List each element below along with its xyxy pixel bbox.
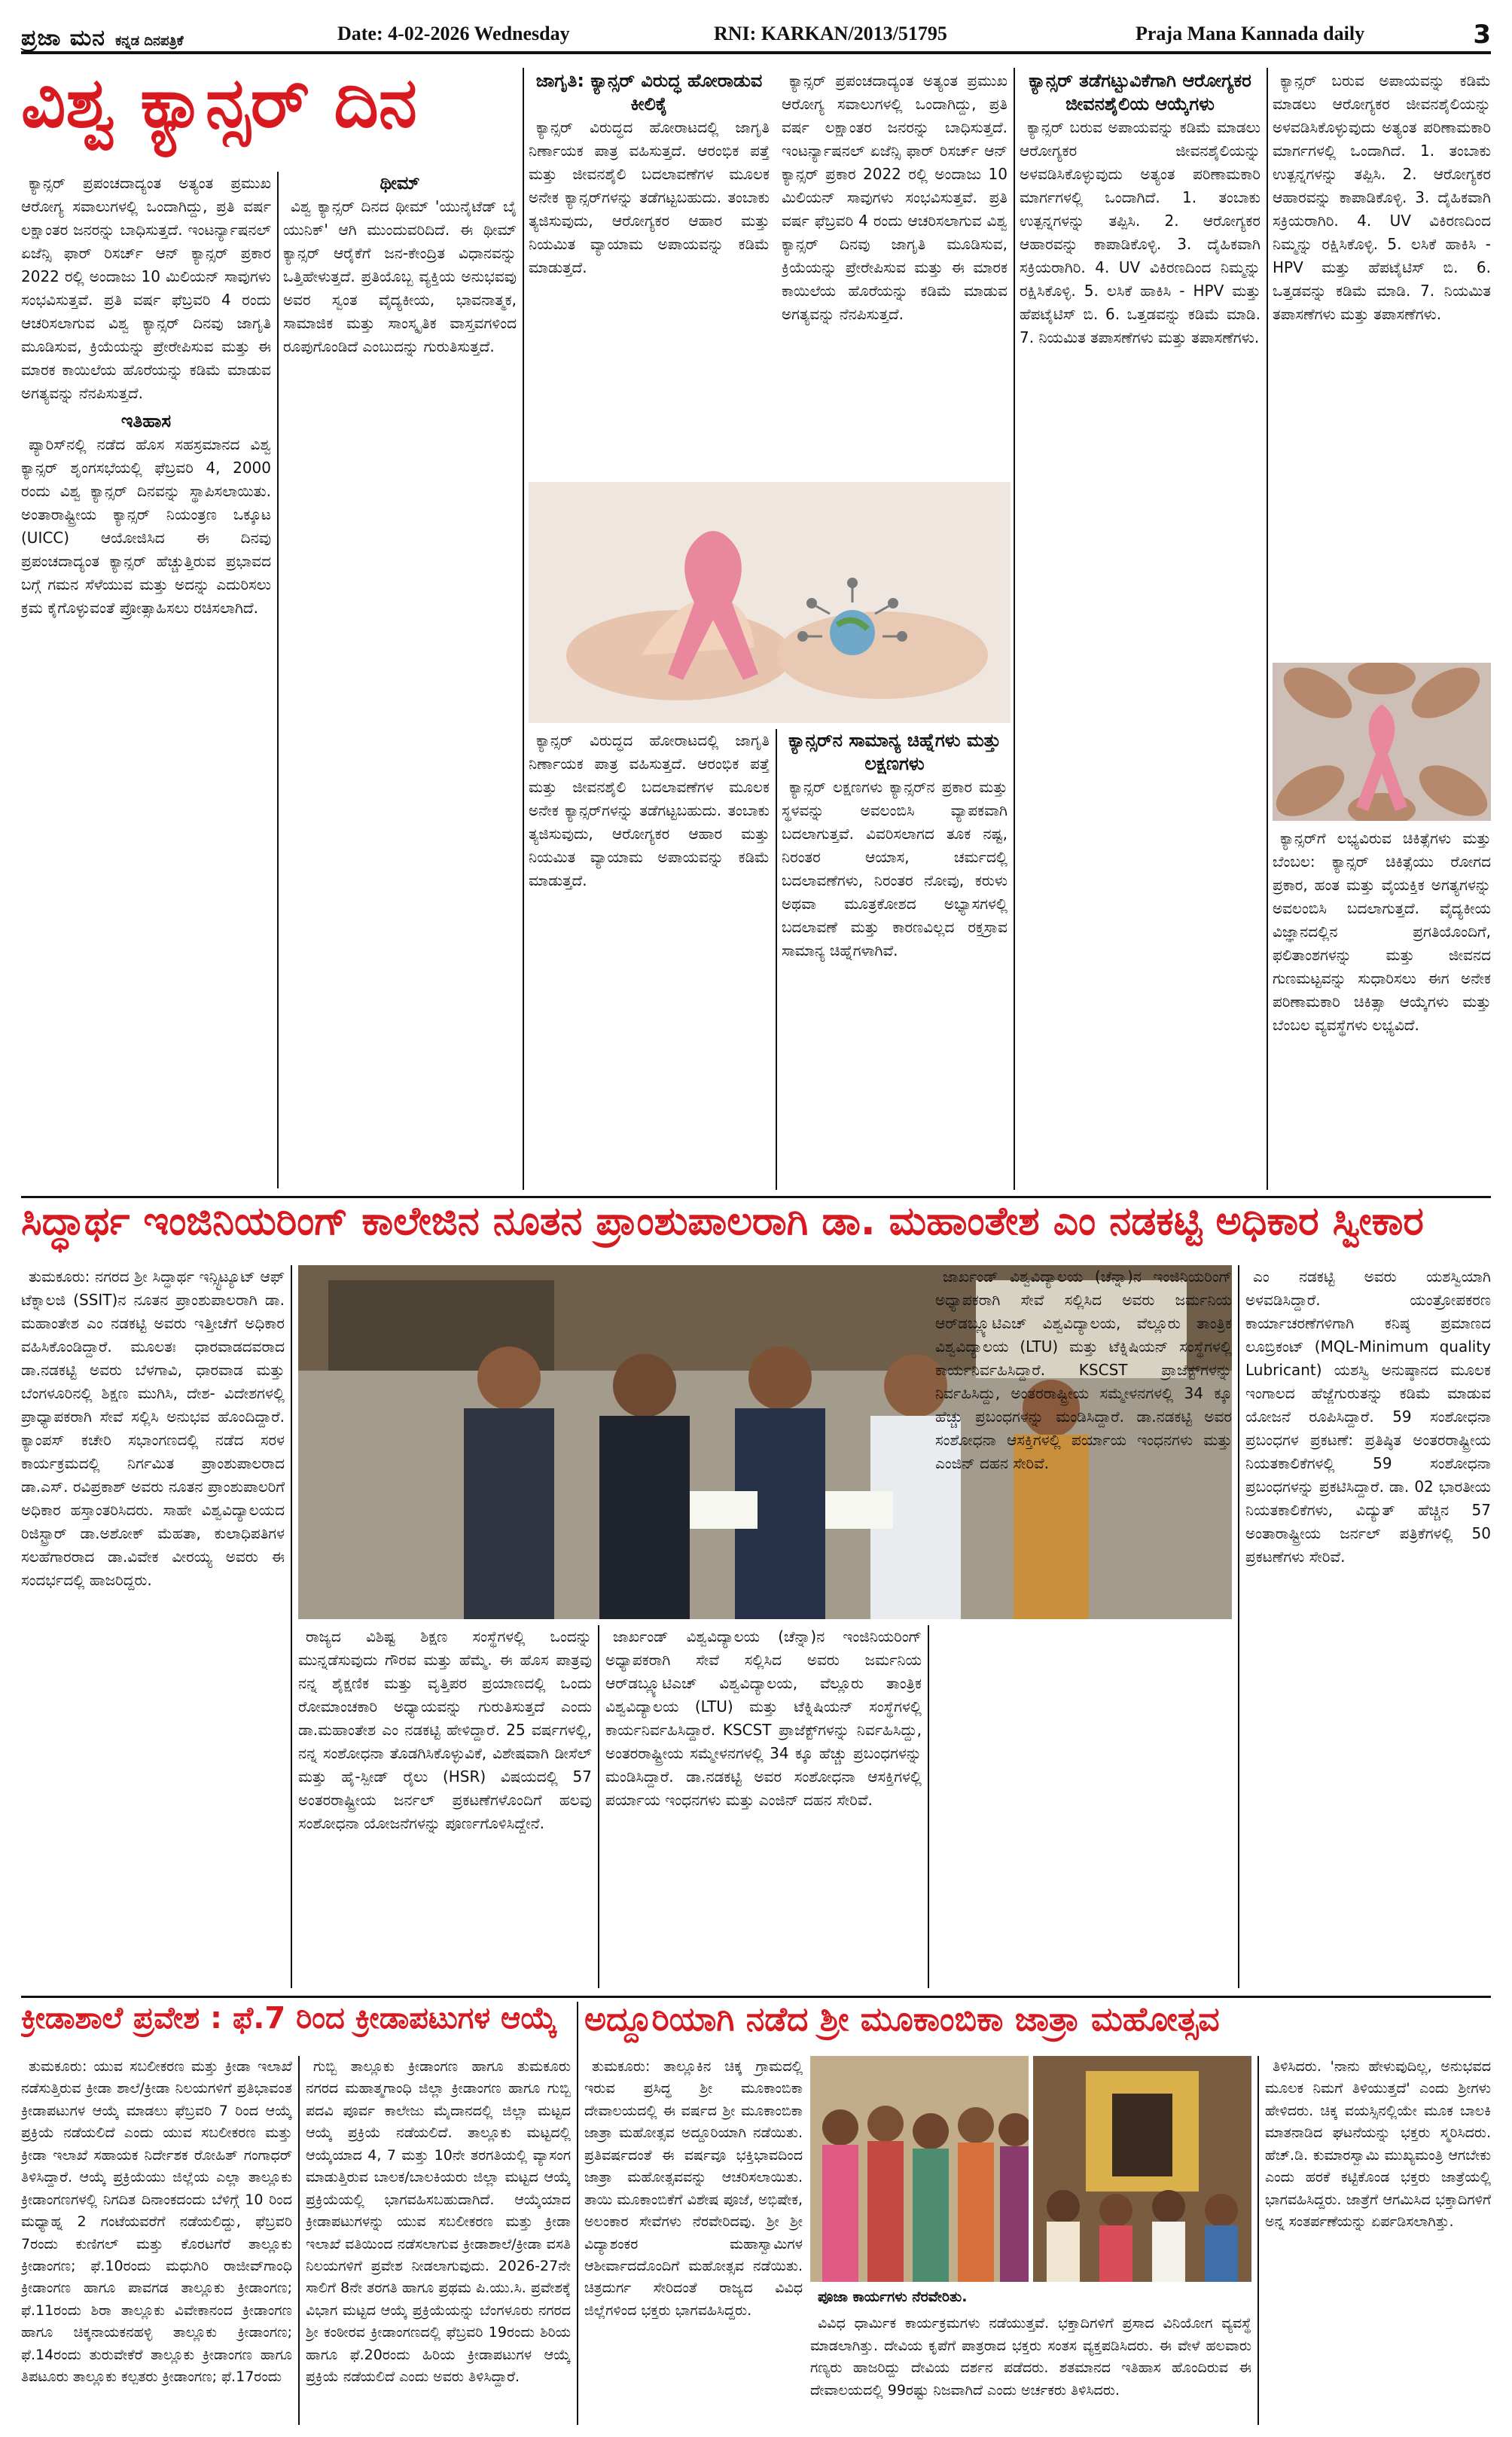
column-divider (523, 68, 524, 1190)
issue-date: Date: 4-02-2026 Wednesday (337, 23, 570, 44)
column-divider (1267, 68, 1268, 1190)
story1-headline: ವಿಶ್ವ ಕ್ಯಾನ್ಸರ್ ದಿನ (21, 63, 417, 143)
paper-name: Praja Mana Kannada daily (1136, 23, 1365, 44)
column-divider (577, 2002, 578, 2425)
story1-awareness-cont: ಕ್ಯಾನ್ಸರ್ ವಿರುದ್ಧದ ಹೋರಾಟದಲ್ಲಿ ಜಾಗೃತಿ ನಿರ್ಣಾಯಕ ಪಾತ್ರ ವಹಿಸುತ್ತದೆ. ಆರಂಭಿಕ ಪತ್ತೆ ಮತ್ತು ಜೀವನಶೈಲಿ ಬದಲಾವಣೆಗಳ ಮೂಲಕ ಅನೇಕ ಕ್ಯಾನ್ಸರ್‌ಗಳನ್ನು ತಡೆಗಟ್ಟಬಹುದು. ತಂಬಾಕು ತ್ಯಜಿಸುವುದು, ಆರೋಗ್ಯಕರ ಆಹಾರ ಮತ್ತು ನಿಯಮಿತ ವ್ಯಾಯಾಮ ಅಪಾಯವನ್ನು ಕಡಿಮೆ ಮಾಡುತ್ತದೆ. (529, 731, 770, 889)
page-header (21, 9, 1491, 54)
ribbon-hands-photo (1273, 663, 1491, 821)
story1-col4-top (782, 69, 1007, 476)
cancer-ribbon-photo (529, 482, 1011, 723)
story2-col3-lower (605, 1625, 922, 1988)
pink-ribbon-circle-of-hands-illustration (1273, 663, 1491, 821)
story2-col2 (298, 1625, 592, 1988)
story1-intro-cont: ಕ್ಯಾನ್ಸರ್ ಪ್ರಪಂಚದಾದ್ಯಂತ ಅತ್ಯಂತ ಪ್ರಮುಖ ಆರೋಗ್ಯ ಸವಾಲುಗಳಲ್ಲಿ ಒಂದಾಗಿದ್ದು, ಪ್ರತಿ ವರ್ಷ ಲಕ್ಷಾಂತರ ಜನರನ್ನು ಬಾಧಿಸುತ್ತದೆ. ಇಂಟರ್ನ್ಯಾಷನಲ್ ಏಜೆನ್ಸಿ ಫಾರ್ ರಿಸರ್ಚ್ ಆನ್ ಕ್ಯಾನ್ಸರ್ ಪ್ರಕಾರ 2022 ರಲ್ಲಿ ಅಂದಾಜು 10 ಮಿಲಿಯನ್ ಸಾವುಗಳು ಸಂಭವಿಸುತ್ತವೆ. ಪ್ರತಿ ವರ್ಷ ಫೆಬ್ರವರಿ 4 ರಂದು ಆಚರಿಸಲಾಗುವ ವಿಶ್ವ ಕ್ಯಾನ್ಸರ್ ದಿನವು ಜಾಗೃತಿ ಮೂಡಿಸುವ, ಕ್ರಿಯೆಯನ್ನು ಪ್ರೇರೇಪಿಸುವ ಮತ್ತು ಈ ಮಾರಕ ಕಾಯಿಲೆಯ ಹೊರೆಯನ್ನು ಕಡಿಮೆ ಮಾಡುವ ಅಗತ್ಯವನ್ನು ನೆನಪಿಸುತ್ತದೆ. (782, 72, 1007, 323)
story1-history: ಪ್ಯಾರಿಸ್‌ನಲ್ಲಿ ನಡೆದ ಹೊಸ ಸಹಸ್ರಮಾನದ ವಿಶ್ವ ಕ್ಯಾನ್ಸರ್ ಶೃಂಗಸಭೆಯಲ್ಲಿ ಫೆಬ್ರವರಿ 4, 2000 ರಂದು ವಿಶ್ವ ಕ್ಯಾನ್ಸರ್ ದಿನವನ್ನು ಸ್ಥಾಪಿಸಲಾಯಿತು. ಅಂತಾರಾಷ್ಟ್ರೀಯ ಕ್ಯಾನ್ಸರ್ ನಿಯಂತ್ರಣ ಒಕ್ಕೂಟ (UICC) ಆಯೋಜಿಸಿದ ಈ ದಿನವು ಪ್ರಪಂಚದಾದ್ಯಂತ ಕ್ಯಾನ್ಸರ್ ಹೆಚ್ಚುತ್ತಿರುವ ಪ್ರಭಾವದ ಬಗ್ಗೆ ಗಮನ ಸೆಳೆಯುವ ಮತ್ತು ಅದನ್ನು ಎದುರಿಸಲು ಕ್ರಮ ಕೈಗೊಳ್ಳುವಂತೆ ಪ್ರೋತ್ಸಾಹಿಸಲು ರಚಿಸಲಾಗಿದೆ. (21, 435, 271, 618)
column-divider (776, 729, 777, 1190)
story1-lead: ಕ್ಯಾನ್ಸರ್ ಪ್ರಪಂಚದಾದ್ಯಂತ ಅತ್ಯಂತ ಪ್ರಮುಖ ಆರೋಗ್ಯ ಸವಾಲುಗಳಲ್ಲಿ ಒಂದಾಗಿದ್ದು, ಪ್ರತಿ ವರ್ಷ ಲಕ್ಷಾಂತರ ಜನರನ್ನು ಬಾಧಿಸುತ್ತದೆ. ಇಂಟರ್ನ್ಯಾಷನಲ್ ಏಜೆನ್ಸಿ ಫಾರ್ ರಿಸರ್ಚ್ ಆನ್ ಕ್ಯಾನ್ಸರ್ ಪ್ರಕಾರ 2022 ರಲ್ಲಿ ಅಂದಾಜು 10 ಮಿಲಿಯನ್ ಸಾವುಗಳು ಸಂಭವಿಸುತ್ತವೆ. ಪ್ರತಿ ವರ್ಷ ಫೆಬ್ರವರಿ 4 ರಂದು ಆಚರಿಸಲಾಗುವ ವಿಶ್ವ ಕ್ಯಾನ್ಸರ್ ದಿನವು ಜಾಗೃತಿ ಮೂಡಿಸುವ, ಕ್ರಿಯೆಯನ್ನು ಪ್ರೇರೇಪಿಸುವ ಮತ್ತು ಈ ಮಾರಕ ಕಾಯಿಲೆಯ ಹೊರೆಯನ್ನು ಕಡಿಮೆ ಮಾಡುವ ಅಗತ್ಯವನ್ನು ನೆನಪಿಸುತ್ತದೆ. (21, 174, 271, 402)
story1-treatment: ಕ್ಯಾನ್ಸರ್‌ಗೆ ಲಭ್ಯವಿರುವ ಚಿಕಿತ್ಸೆಗಳು ಮತ್ತು ಬೆಂಬಲ: ಕ್ಯಾನ್ಸರ್ ಚಿಕಿತ್ಸೆಯು ರೋಗದ ಪ್ರಕಾರ, ಹಂತ ಮತ್ತು ವೈಯಕ್ತಿಕ ಅಗತ್ಯಗಳನ್ನು ಅವಲಂಬಿಸಿ ಬದಲಾಗುತ್ತದೆ. ವೈದ್ಯಕೀಯ ವಿಜ್ಞಾನದಲ್ಲಿನ ಪ್ರಗತಿಯೊಂದಿಗೆ, ಫಲಿತಾಂಶಗಳನ್ನು ಮತ್ತು ಜೀವನದ ಗುಣಮಟ್ಟವನ್ನು ಸುಧಾರಿಸಲು ಈಗ ಅನೇಕ ಪರಿಣಾಮಕಾರಿ ಚಿಕಿತ್ಸಾ ಆಯ್ಕೆಗಳು ಮತ್ತು ಬೆಂಬಲ ವ್ಯವಸ್ಥೆಗಳು ಲಭ್ಯವಿದೆ. (1273, 829, 1491, 1034)
story1-prevention-title: ಕ್ಯಾನ್ಸರ್ ತಡೆಗಟ್ಟುವಿಕೆಗಾಗಿ ಆರೋಗ್ಯಕರ ಜೀವನಶೈಲಿಯ ಆಯ್ಕೆಗಳು (1029, 70, 1251, 115)
masthead-logo: ಪ್ರಜಾ ಮನ (21, 25, 105, 51)
column-divider (1257, 2056, 1259, 2425)
story1-theme: ವಿಶ್ವ ಕ್ಯಾನ್ಸರ್ ದಿನದ ಥೀಮ್ 'ಯುನೈಟೆಡ್ ಬೈ ಯುನಿಕ್' ಆಗಿ ಮುಂದುವರಿದಿದೆ. ಈ ಥೀಮ್ ಕ್ಯಾನ್ಸರ್ ಆರೈಕೆಗೆ ಜನ-ಕೇಂದ್ರಿತ ವಿಧಾನವನ್ನು ಒತ್ತಿಹೇಳುತ್ತದೆ. ಪ್ರತಿಯೊಬ್ಬ ವ್ಯಕ್ತಿಯ ಅನುಭವವು ಅವರ ಸ್ವಂತ ವೈದ್ಯಕೀಯ, ಭಾವನಾತ್ಮಕ, ಸಾಮಾಜಿಕ ಮತ್ತು ಸಾಂಸ್ಕೃತಿಕ ವಾಸ್ತವಗಳಿಂದ ರೂಪುಗೊಂಡಿದೆ ಎಂಬುದನ್ನು ಗುರುತಿಸುತ್ತದೆ. (283, 197, 517, 356)
story3-col2 (306, 2056, 571, 2425)
column-divider (1238, 1265, 1239, 1988)
column-divider (928, 1625, 929, 1988)
story1-col4-bottom (782, 729, 1007, 1188)
story4-col1-text: ತುಮಕೂರು: ತಾಲ್ಲೂಕಿನ ಚಿಕ್ಕ ಗ್ರಾಮದಲ್ಲಿ ಇರುವ ಪ್ರಸಿದ್ಧ ಶ್ರೀ ಮೂಕಾಂಬಿಕಾ ದೇವಾಲಯದಲ್ಲಿ ಈ ವರ್ಷದ ಶ್ರೀ ಮೂಕಾಂಬಿಕಾ ಜಾತ್ರಾ ಮಹೋತ್ಸವ ಅದ್ದೂರಿಯಾಗಿ ನಡೆಯಿತು. ಪ್ರತಿವರ್ಷದಂತೆ ಈ ವರ್ಷವೂ ಭಕ್ತಿಭಾವದಿಂದ ಜಾತ್ರಾ ಮಹೋತ್ಸವವನ್ನು ಆಚರಿಸಲಾಯಿತು. ತಾಯಿ ಮೂಕಾಂಬಿಕೆಗೆ ವಿಶೇಷ ಪೂಜೆ, ಅಭಿಷೇಕ, ಅಲಂಕಾರ ಸೇವೆಗಳು ನೆರವೇರಿದವು. ಶ್ರೀ ಶ್ರೀ ವಿದ್ಯಾಶಂಕರ ಮಹಾಸ್ವಾಮಿಗಳ ಆಶೀರ್ವಾದದೊಂದಿಗೆ ಮಹೋತ್ಸವ ನಡೆಯಿತು. ಚಿತ್ರದುರ್ಗ ಸೇರಿದಂತೆ ರಾಜ್ಯದ ವಿವಿಧ ಜಿಲ್ಲೆಗಳಿಂದ ಭಕ್ತರು ಭಾಗವಹಿಸಿದ್ದರು. (584, 2058, 803, 2319)
story1-theme-title: ಥೀಮ್ (380, 172, 420, 194)
column-divider (277, 172, 279, 1188)
story1-col6-top (1273, 69, 1491, 657)
column-divider (598, 1625, 599, 1988)
story4-photo-caption: ಪೂಜಾ ಕಾರ್ಯಗಳು ನೆರವೇರಿತು. (818, 2289, 968, 2305)
story2-col3-lower-text: ಜಾರ್ಖಂಡ್ ವಿಶ್ವವಿದ್ಯಾಲಯ (ಚೆನ್ನಾ)ನ ಇಂಜಿನಿಯರಿಂಗ್ ಅಧ್ಯಾಪಕರಾಗಿ ಸೇವೆ ಸಲ್ಲಿಸಿದ ಅವರು ಜರ್ಮನಿಯ ಆರ್‌ಡಬ್ಲ್ಯೂಟಿಎಚ್ ವಿಶ್ವವಿದ್ಯಾಲಯ, ವೆಲ್ಲೂರು ತಾಂತ್ರಿಕ ವಿಶ್ವವಿದ್ಯಾಲಯ (LTU) ಮತ್ತು ಟೆಕ್ನಿಷಿಯನ್ ಸಂಸ್ಥೆಗಳಲ್ಲಿ ಕಾರ್ಯನಿರ್ವಹಿಸಿದ್ದಾರೆ. KSCST ಪ್ರಾಜೆಕ್ಟ್‌ಗಳನ್ನು ನಿರ್ವಹಿಸಿದ್ದು, ಅಂತರರಾಷ್ಟ್ರೀಯ ಸಮ್ಮೇಳನಗಳಲ್ಲಿ 34 ಕ್ಕೂ ಹೆಚ್ಚು ಪ್ರಬಂಧಗಳನ್ನು ಮಂಡಿಸಿದ್ದಾರೆ. ಡಾ.ನಡಕಟ್ಟಿ ಅವರ ಸಂಶೋಧನಾ ಆಸಕ್ತಿಗಳಲ್ಲಿ ಪರ್ಯಾಯ ಇಂಧನಗಳು ಮತ್ತು ಎಂಜಿನ್ ದಹನ ಸೇರಿವೆ. (605, 1627, 922, 1809)
festival-photo-1 (810, 2056, 1029, 2282)
story1-prevention: ಕ್ಯಾನ್ಸರ್ ಬರುವ ಅಪಾಯವನ್ನು ಕಡಿಮೆ ಮಾಡಲು ಆರೋಗ್ಯಕರ ಜೀವನಶೈಲಿಯನ್ನು ಅಳವಡಿಸಿಕೊಳ್ಳುವುದು ಅತ್ಯಂತ ಪರಿಣಾಮಕಾರಿ ಮಾರ್ಗಗಳಲ್ಲಿ ಒಂದಾಗಿದೆ. 1. ತಂಬಾಕು ಉತ್ಪನ್ನಗಳನ್ನು ತಪ್ಪಿಸಿ. 2. ಆರೋಗ್ಯಕರ ಆಹಾರವನ್ನು ಕಾಪಾಡಿಕೊಳ್ಳಿ. 3. ದೈಹಿಕವಾಗಿ ಸಕ್ರಿಯರಾಗಿರಿ. 4. UV ವಿಕಿರಣದಿಂದ ನಿಮ್ಮನ್ನು ರಕ್ಷಿಸಿಕೊಳ್ಳಿ. 5. ಲಸಿಕೆ ಹಾಕಿಸಿ - HPV ಮತ್ತು ಹೆಪಟೈಟಿಸ್ ಬಿ. 6. ಒತ್ತಡವನ್ನು ಕಡಿಮೆ ಮಾಡಿ. 7. ನಿಯಮಿತ ತಪಾಸಣೆಗಳು ಮತ್ತು ತಪಾಸಣೆಗಳು. (1020, 118, 1261, 347)
story1-awareness: ಕ್ಯಾನ್ಸರ್ ವಿರುದ್ಧದ ಹೋರಾಟದಲ್ಲಿ ಜಾಗೃತಿ ನಿರ್ಣಾಯಕ ಪಾತ್ರ ವಹಿಸುತ್ತದೆ. ಆರಂಭಿಕ ಪತ್ತೆ ಮತ್ತು ಜೀವನಶೈಲಿ ಬದಲಾವಣೆಗಳ ಮೂಲಕ ಅನೇಕ ಕ್ಯಾನ್ಸರ್‌ಗಳನ್ನು ತಡೆಗಟ್ಟಬಹುದು. ತಂಬಾಕು ತ್ಯಜಿಸುವುದು, ಆರೋಗ್ಯಕರ ಆಹಾರ ಮತ್ತು ನಿಯಮಿತ ವ್ಯಾಯಾಮ ಅಪಾಯವನ್ನು ಕಡಿಮೆ ಮಾಡುತ್ತದೆ. (529, 118, 770, 277)
story1-symptoms: ಕ್ಯಾನ್ಸರ್ ಲಕ್ಷಣಗಳು ಕ್ಯಾನ್ಸರ್‌ನ ಪ್ರಕಾರ ಮತ್ತು ಸ್ಥಳವನ್ನು ಅವಲಂಬಿಸಿ ವ್ಯಾಪಕವಾಗಿ ಬದಲಾಗುತ್ತವೆ. ವಿವರಿಸಲಾಗದ ತೂಕ ನಷ್ಟ, ನಿರಂತರ ಆಯಾಸ, ಚರ್ಮದಲ್ಲಿ ಬದಲಾವಣೆಗಳು, ನಿರಂತರ ನೋವು, ಕರುಳು ಅಥವಾ ಮೂತ್ರಕೋಶದ ಅಭ್ಯಾಸಗಳಲ್ಲಿ ಬದಲಾವಣೆ ಮತ್ತು ಕಾರಣವಿಲ್ಲದ ರಕ್ತಸ್ರಾವ ಸಾಮಾನ್ಯ ಚಿಹ್ನೆಗಳಾಗಿವೆ. (782, 778, 1007, 960)
story2-col4-text: ಎಂ ನಡಕಟ್ಟಿ ಅವರು ಯಶಸ್ವಿಯಾಗಿ ಅಳವಡಿಸಿದ್ದಾರೆ. ಯಂತ್ರೋಪಕರಣ ಕಾರ್ಯಾಚರಣೆಗಳಿಗಾಗಿ ಕನಿಷ್ಠ ಪ್ರಮಾಣದ ಲೂಬ್ರಿಕಂಟ್ (MQL-Minimum quality Lubricant) ಯಶಸ್ವಿ ಅನುಷ್ಠಾನದ ಮೂಲಕ ಇಂಗಾಲದ ಹೆಜ್ಜೆಗುರುತನ್ನು ಕಡಿಮೆ ಮಾಡುವ ಯೋಜನೆ ರೂಪಿಸಿದ್ದಾರೆ. 59 ಸಂಶೋಧನಾ ಪ್ರಬಂಧಗಳ ಪ್ರಕಟಣೆ: ಪ್ರತಿಷ್ಠಿತ ಅಂತರರಾಷ್ಟ್ರೀಯ ನಿಯತಕಾಲಿಕೆಗಳಲ್ಲಿ 59 ಸಂಶೋಧನಾ ಪ್ರಬಂಧಗಳನ್ನು ಪ್ರಕಟಿಸಿದ್ದಾರೆ. ಡಾ. 02 ಭಾರತೀಯ ನಿಯತಕಾಲಿಕೆಗಳು, ವಿದ್ಯುತ್ ಹೆಚ್ಚಿನ 57 ಅಂತಾರಾಷ್ಟ್ರೀಯ ಜರ್ನಲ್ ಪತ್ರಿಕೆಗಳಲ್ಲಿ 50 ಪ್ರಕಟಣೆಗಳು ಸೇರಿವೆ. (1245, 1267, 1491, 1566)
story1-symptoms-title: ಕ್ಯಾನ್ಸರ್‌ನ ಸಾಮಾನ್ಯ ಚಿಹ್ನೆಗಳು ಮತ್ತು ಲಕ್ಷಣಗಳು (788, 730, 1001, 775)
story3-col1 (21, 2056, 292, 2425)
temple-gathering-photo-illustration (1033, 2056, 1251, 2282)
story2-col2-text: ರಾಜ್ಯದ ವಿಶಿಷ್ಟ ಶಿಕ್ಷಣ ಸಂಸ್ಥೆಗಳಲ್ಲಿ ಒಂದನ್ನು ಮುನ್ನಡೆಸುವುದು ಗೌರವ ಮತ್ತು ಹೆಮ್ಮೆ. ಈ ಹೊಸ ಪಾತ್ರವು ನನ್ನ ಶೈಕ್ಷಣಿಕ ಮತ್ತು ವೃತ್ತಿಪರ ಪ್ರಯಾಣದಲ್ಲಿ ಒಂದು ರೋಮಾಂಚಕಾರಿ ಅಧ್ಯಾಯವನ್ನು ಗುರುತಿಸುತ್ತದೆ ಎಂದು ಡಾ.ಮಹಾಂತೇಶ ಎಂ ನಡಕಟ್ಟಿ ಹೇಳಿದ್ದಾರೆ. 25 ವರ್ಷಗಳಲ್ಲಿ, ನನ್ನ ಸಂಶೋಧನಾ ತೊಡಗಿಸಿಕೊಳ್ಳುವಿಕೆ, ವಿಶೇಷವಾಗಿ ಡೀಸೆಲ್ ಮತ್ತು ಹೈ-ಸ್ಪೀಡ್ ರೈಲು (HSR) ವಿಷಯದಲ್ಲಿ 57 ಅಂತರರಾಷ್ಟ್ರೀಯ ಜರ್ನಲ್ ಪ್ರಕಟಣೆಗಳೊಂದಿಗೆ ಹಲವು ಸಂಶೋಧನಾ ಯೋಜನೆಗಳನ್ನು ಪೂರ್ಣಗೊಳಿಸಿದ್ದೇನೆ. (298, 1627, 592, 1832)
section-divider (21, 1196, 1491, 1198)
story1-col6-bottom (1273, 827, 1491, 1190)
story2-col3 (935, 1265, 1232, 1988)
column-divider (291, 1265, 292, 1988)
story1-col1 (21, 172, 271, 1188)
story2-col1 (21, 1265, 285, 1988)
story3-col2-text: ಗುಬ್ಬಿ ತಾಲ್ಲೂಕು ಕ್ರೀಡಾಂಗಣ ಹಾಗೂ ತುಮಕೂರು ನಗರದ ಮಹಾತ್ಮಗಾಂಧಿ ಜಿಲ್ಲಾ ಕ್ರೀಡಾಂಗಣ ಹಾಗೂ ಗುಬ್ಬಿ ಪದವಿ ಪೂರ್ವ ಕಾಲೇಜು ಮೈದಾನದಲ್ಲಿ ಜಿಲ್ಲಾ ಮಟ್ಟದ ಆಯ್ಕೆ ಪ್ರಕ್ರಿಯೆ ನಡೆಯಲಿದೆ. ತಾಲ್ಲೂಕು ಮಟ್ಟದಲ್ಲಿ ಆಯ್ಕೆಯಾದ 4, 7 ಮತ್ತು 10ನೇ ತರಗತಿಯಲ್ಲಿ ವ್ಯಾಸಂಗ ಮಾಡುತ್ತಿರುವ ಬಾಲಕ/ಬಾಲಕಿಯರು ಜಿಲ್ಲಾ ಮಟ್ಟದ ಆಯ್ಕೆ ಪ್ರಕ್ರಿಯೆಯಲ್ಲಿ ಭಾಗವಹಿಸಬಹುದಾಗಿದೆ. ಆಯ್ಕೆಯಾದ ಕ್ರೀಡಾಪಟುಗಳನ್ನು ಯುವ ಸಬಲೀಕರಣ ಮತ್ತು ಕ್ರೀಡಾ ಇಲಾಖೆ ವತಿಯಿಂದ ನಡೆಸಲಾಗುವ ಕ್ರೀಡಾಶಾಲೆ/ಕ್ರೀಡಾ ವಸತಿ ನಿಲಯಗಳಿಗೆ ಪ್ರವೇಶ ನೀಡಲಾಗುವುದು. 2026-27ನೇ ಸಾಲಿಗೆ 8ನೇ ತರಗತಿ ಹಾಗೂ ಪ್ರಥಮ ಪಿ.ಯು.ಸಿ. ಪ್ರವೇಶಕ್ಕೆ ವಿಭಾಗ ಮಟ್ಟದ ಆಯ್ಕೆ ಪ್ರಕ್ರಿಯೆಯನ್ನು ಬೆಂಗಳೂರು ನಗರದ ಶ್ರೀ ಕಂಠೀರವ ಕ್ರೀಡಾಂಗಣದಲ್ಲಿ ಫೆಬ್ರವರಿ 19ರಂದು ಶಿರಿಯ ಹಾಗೂ ಫೆ.20ರಂದು ಹಿರಿಯ ಕ್ರೀಡಾಪಟುಗಳ ಆಯ್ಕೆ ಪ್ರಕ್ರಿಯೆ ನಡೆಯಲಿದೆ ಎಂದು ಅವರು ತಿಳಿಸಿದ್ದಾರೆ. (306, 2058, 571, 2386)
story2-col1-text: ತುಮಕೂರು: ನಗರದ ಶ್ರೀ ಸಿದ್ಧಾರ್ಥ ಇನ್ಸ್ಟಿಟ್ಯೂಟ್ ಆಫ್ ಟೆಕ್ನಾಲಜಿ (SSIT)ನ ನೂತನ ಪ್ರಾಂಶುಪಾಲರಾಗಿ ಡಾ. ಮಹಾಂತೇಶ ಎಂ ನಡಕಟ್ಟಿ ಅವರು ಇತ್ತೀಚೆಗೆ ಅಧಿಕಾರ ವಹಿಸಿಕೊಂಡಿದ್ದಾರೆ. ಮೂಲತಃ ಧಾರವಾಡದವರಾದ ಡಾ.ನಡಕಟ್ಟಿ ಅವರು ಬೆಳಗಾವಿ, ಧಾರವಾಡ ಮತ್ತು ಬೆಂಗಳೂರಿನಲ್ಲಿ ಶಿಕ್ಷಣ ಮುಗಿಸಿ, ದೇಶ- ವಿದೇಶಗಳಲ್ಲಿ ಪ್ರಾಧ್ಯಾಪಕರಾಗಿ ಸೇವೆ ಸಲ್ಲಿಸಿ ಅನುಭವ ಹೊಂದಿದ್ದಾರೆ. ಕ್ಯಾಂಪಸ್ ಕಚೇರಿ ಸಭಾಂಗಣದಲ್ಲಿ ನಡೆದ ಸರಳ ಕಾರ್ಯಕ್ರಮದಲ್ಲಿ ನಿರ್ಗಮಿತ ಪ್ರಾಂಶುಪಾಲರಾದ ಡಾ.ಎಸ್. ರವಿಪ್ರಕಾಶ್ ಅವರು ನೂತನ ಪ್ರಾಂಶುಪಾಲರಿಗೆ ಅಧಿಕಾರ ಹಸ್ತಾಂತರಿಸಿದರು. ಸಾಹೇ ವಿಶ್ವವಿದ್ಯಾಲಯದ ರಿಜಿಸ್ಟ್ರಾರ್ ಡಾ.ಅಶೋಕ್ ಮೆಹತಾ, ಕುಲಾಧಿಪತಿಗಳ ಸಲಹೆಗಾರರಾದ ಡಾ.ವಿವೇಕ ವೀರಯ್ಯ ಅವರು ಈ ಸಂದರ್ಭದಲ್ಲಿ ಹಾಜರಿದ್ದರು. (21, 1267, 285, 1589)
story4-col3-text: ತಿಳಿಸಿದರು. 'ನಾನು ಹೇಳುವುದಿಲ್ಲ, ಅನುಭವದ ಮೂಲಕ ನಿಮಗೆ ತಿಳಿಯುತ್ತದೆ' ಎಂದು ಶ್ರೀಗಳು ಹೇಳಿದರು. ಚಿಕ್ಕ ವಯಸ್ಸಿನಲ್ಲಿಯೇ ಮೂಕ ಬಾಲಕಿ ಮಾತನಾಡಿದ ಘಟನೆಯನ್ನು ಭಕ್ತರು ಸ್ಮರಿಸಿದರು. ಹೆಚ್.ಡಿ. ಕುಮಾರಸ್ವಾಮಿ ಮುಖ್ಯಮಂತ್ರಿ ಆಗಬೇಕು ಎಂದು ಹರಕೆ ಕಟ್ಟಿಕೊಂಡ ಭಕ್ತರು ಜಾತ್ರೆಯಲ್ಲಿ ಭಾಗವಹಿಸಿದ್ದರು. ಜಾತ್ರೆಗೆ ಆಗಮಿಸಿದ ಭಕ್ತಾದಿಗಳಿಗೆ ಅನ್ನ ಸಂತರ್ಪಣೆಯನ್ನು ಏರ್ಪಡಿಸಲಾಗಿತ್ತು. (1265, 2058, 1491, 2231)
story4-col3 (1265, 2056, 1491, 2425)
story4-headline: ಅದ್ದೂರಿಯಾಗಿ ನಡೆದ ಶ್ರೀ ಮೂಕಾಂಬಿಕಾ ಜಾತ್ರಾ ಮಹೋತ್ಸವ (584, 2002, 1220, 2039)
pink-ribbon-hands-illustration (529, 482, 1011, 723)
story4-col2-text: ವಿವಿಧ ಧಾರ್ಮಿಕ ಕಾರ್ಯಕ್ರಮಗಳು ನಡೆಯುತ್ತವೆ. ಭಕ್ತಾದಿಗಳಿಗೆ ಪ್ರಸಾದ ವಿನಿಯೋಗ ವ್ಯವಸ್ಥೆ ಮಾಡಲಾಗಿತ್ತು. ದೇವಿಯ ಕೃಪೆಗೆ ಪಾತ್ರರಾದ ಭಕ್ತರು ಸಂತಸ ವ್ಯಕ್ತಪಡಿಸಿದರು. ಈ ವೇಳೆ ಹಲವಾರು ಗಣ್ಯರು ಹಾಜರಿದ್ದು ದೇವಿಯ ದರ್ಶನ ಪಡೆದರು. ಶತಮಾನದ ಇತಿಹಾಸ ಹೊಂದಿರುವ ಈ ದೇವಾಲಯದಲ್ಲಿ 99ರಷ್ಟು ನಿಜವಾಗಿದೆ ಎಂದು ಅರ್ಚಕರು ತಿಳಿಸಿದರು. (810, 2315, 1251, 2399)
story4-col1 (584, 2056, 803, 2425)
women-devotees-photo-illustration (810, 2056, 1029, 2282)
page-number: 3 (1473, 20, 1491, 50)
story1-col3-top (529, 69, 770, 480)
masthead (21, 25, 337, 51)
story1-col3-bottom (529, 729, 770, 1188)
column-divider (298, 2056, 300, 2425)
column-divider (1014, 68, 1015, 1190)
story1-col5 (1020, 69, 1261, 1190)
story4-col2 (810, 2286, 1251, 2425)
story2-col4 (1245, 1265, 1491, 1988)
masthead-tagline: ಕನ್ನಡ ದಿನಪತ್ರಿಕೆ (115, 33, 184, 49)
story1-history-title: ಇತಿಹಾಸ (120, 410, 172, 432)
section-divider (21, 1996, 1491, 1998)
festival-photo-2 (1033, 2056, 1251, 2282)
story2-col3-text: ಜಾರ್ಖಂಡ್ ವಿಶ್ವವಿದ್ಯಾಲಯ (ಚೆನ್ನಾ)ನ ಇಂಜಿನಿಯರಿಂಗ್ ಅಧ್ಯಾಪಕರಾಗಿ ಸೇವೆ ಸಲ್ಲಿಸಿದ ಅವರು ಜರ್ಮನಿಯ ಆರ್‌ಡಬ್ಲ್ಯೂಟಿಎಚ್ ವಿಶ್ವವಿದ್ಯಾಲಯ, ವೆಲ್ಲೂರು ತಾಂತ್ರಿಕ ವಿಶ್ವವಿದ್ಯಾಲಯ (LTU) ಮತ್ತು ಟೆಕ್ನಿಷಿಯನ್ ಸಂಸ್ಥೆಗಳಲ್ಲಿ ಕಾರ್ಯನಿರ್ವಹಿಸಿದ್ದಾರೆ. KSCST ಪ್ರಾಜೆಕ್ಟ್‌ಗಳನ್ನು ನಿರ್ವಹಿಸಿದ್ದು, ಅಂತರರಾಷ್ಟ್ರೀಯ ಸಮ್ಮೇಳನಗಳಲ್ಲಿ 34 ಕ್ಕೂ ಹೆಚ್ಚು ಪ್ರಬಂಧಗಳನ್ನು ಮಂಡಿಸಿದ್ದಾರೆ. ಡಾ.ನಡಕಟ್ಟಿ ಅವರ ಸಂಶೋಧನಾ ಆಸಕ್ತಿಗಳಲ್ಲಿ ಪರ್ಯಾಯ ಇಂಧನಗಳು ಮತ್ತು ಎಂಜಿನ್ ದಹನ ಸೇರಿವೆ. (935, 1267, 1232, 1472)
story1-awareness-title: ಜಾಗೃತಿ: ಕ್ಯಾನ್ಸರ್ ವಿರುದ್ಧ ಹೋರಾಡುವ ಕೀಲಿಕೈ (535, 70, 763, 115)
story1-prevention-cont: ಕ್ಯಾನ್ಸರ್ ಬರುವ ಅಪಾಯವನ್ನು ಕಡಿಮೆ ಮಾಡಲು ಆರೋಗ್ಯಕರ ಜೀವನಶೈಲಿಯನ್ನು ಅಳವಡಿಸಿಕೊಳ್ಳುವುದು ಅತ್ಯಂತ ಪರಿಣಾಮಕಾರಿ ಮಾರ್ಗಗಳಲ್ಲಿ ಒಂದಾಗಿದೆ. 1. ತಂಬಾಕು ಉತ್ಪನ್ನಗಳನ್ನು ತಪ್ಪಿಸಿ. 2. ಆರೋಗ್ಯಕರ ಆಹಾರವನ್ನು ಕಾಪಾಡಿಕೊಳ್ಳಿ. 3. ದೈಹಿಕವಾಗಿ ಸಕ್ರಿಯರಾಗಿರಿ. 4. UV ವಿಕಿರಣದಿಂದ ನಿಮ್ಮನ್ನು ರಕ್ಷಿಸಿಕೊಳ್ಳಿ. 5. ಲಸಿಕೆ ಹಾಕಿಸಿ - HPV ಮತ್ತು ಹೆಪಟೈಟಿಸ್ ಬಿ. 6. ಒತ್ತಡವನ್ನು ಕಡಿಮೆ ಮಾಡಿ. 7. ನಿಯಮಿತ ತಪಾಸಣೆಗಳು ಮತ್ತು ತಪಾಸಣೆಗಳು. (1273, 72, 1491, 323)
story3-col1-text: ತುಮಕೂರು: ಯುವ ಸಬಲೀಕರಣ ಮತ್ತು ಕ್ರೀಡಾ ಇಲಾಖೆ ನಡೆಸುತ್ತಿರುವ ಕ್ರೀಡಾ ಶಾಲೆ/ಕ್ರೀಡಾ ನಿಲಯಗಳಿಗೆ ಪ್ರತಿಭಾವಂತ ಕ್ರೀಡಾಪಟುಗಳ ಆಯ್ಕೆ ಮಾಡಲು ಫೆಬ್ರವರಿ 7 ರಿಂದ ಆಯ್ಕೆ ಪ್ರಕ್ರಿಯೆ ನಡೆಯಲಿದೆ ಎಂದು ಯುವ ಸಬಲೀಕರಣ ಮತ್ತು ಕ್ರೀಡಾ ಇಲಾಖೆ ಸಹಾಯಕ ನಿರ್ದೇಶಕ ರೋಹಿತ್ ಗಂಗಾಧರ್ ತಿಳಿಸಿದ್ದಾರೆ. ಆಯ್ಕೆ ಪ್ರಕ್ರಿಯೆಯು ಜಿಲ್ಲೆಯ ಎಲ್ಲಾ ತಾಲ್ಲೂಕು ಕ್ರೀಡಾಂಗಣಗಳಲ್ಲಿ ನಿಗದಿತ ದಿನಾಂಕದಂದು ಬೆಳಿಗ್ಗೆ 10 ರಿಂದ ಮಧ್ಯಾಹ್ನ 2 ಗಂಟೆಯವರೆಗೆ ನಡೆಯಲಿದ್ದು, ಫೆಬ್ರವರಿ 7ರಂದು ಕುಣಿಗಲ್ ಮತ್ತು ಕೊರಟಗೆರೆ ತಾಲ್ಲೂಕು ಕ್ರೀಡಾಂಗಣ; ಫೆ.10ರಂದು ಮಧುಗಿರಿ ರಾಜೀವ್‌ಗಾಂಧಿ ಕ್ರೀಡಾಂಗಣ ಹಾಗೂ ಪಾವಗಡ ತಾಲ್ಲೂಕು ಕ್ರೀಡಾಂಗಣ; ಫೆ.11ರಂದು ಶಿರಾ ತಾಲ್ಲೂಕು ವಿವೇಕಾನಂದ ಕ್ರೀಡಾಂಗಣ ಹಾಗೂ ಚಿಕ್ಕನಾಯಕನಹಳ್ಳಿ ತಾಲ್ಲೂಕು ಕ್ರೀಡಾಂಗಣ; ಫೆ.14ರಂದು ತುರುವೇಕೆರೆ ತಾಲ್ಲೂಕು ಕ್ರೀಡಾಂಗಣ ಹಾಗೂ ತಿಪಟೂರು ತಾಲ್ಲೂಕು ಕಲ್ಪತರು ಕ್ರೀಡಾಂಗಣ; ಫೆ.17ರಂದು (21, 2058, 292, 2386)
story2-headline: ಸಿದ್ಧಾರ್ಥ ಇಂಜಿನಿಯರಿಂಗ್ ಕಾಲೇಜಿನ ನೂತನ ಪ್ರಾಂಶುಪಾಲರಾಗಿ ಡಾ. ಮಹಾಂತೇಶ ಎಂ ನಡಕಟ್ಟಿ ಅಧಿಕಾರ ಸ್ವೀಕಾರ (21, 1200, 1424, 1244)
rni-number: RNI: KARKAN/2013/51795 (714, 23, 947, 44)
story1-col2 (283, 172, 517, 1188)
story3-headline: ಕ್ರೀಡಾಶಾಲೆ ಪ್ರವೇಶ : ಫೆ.7 ರಿಂದ ಕ್ರೀಡಾಪಟುಗಳ ಆಯ್ಕೆ (21, 2002, 557, 2036)
